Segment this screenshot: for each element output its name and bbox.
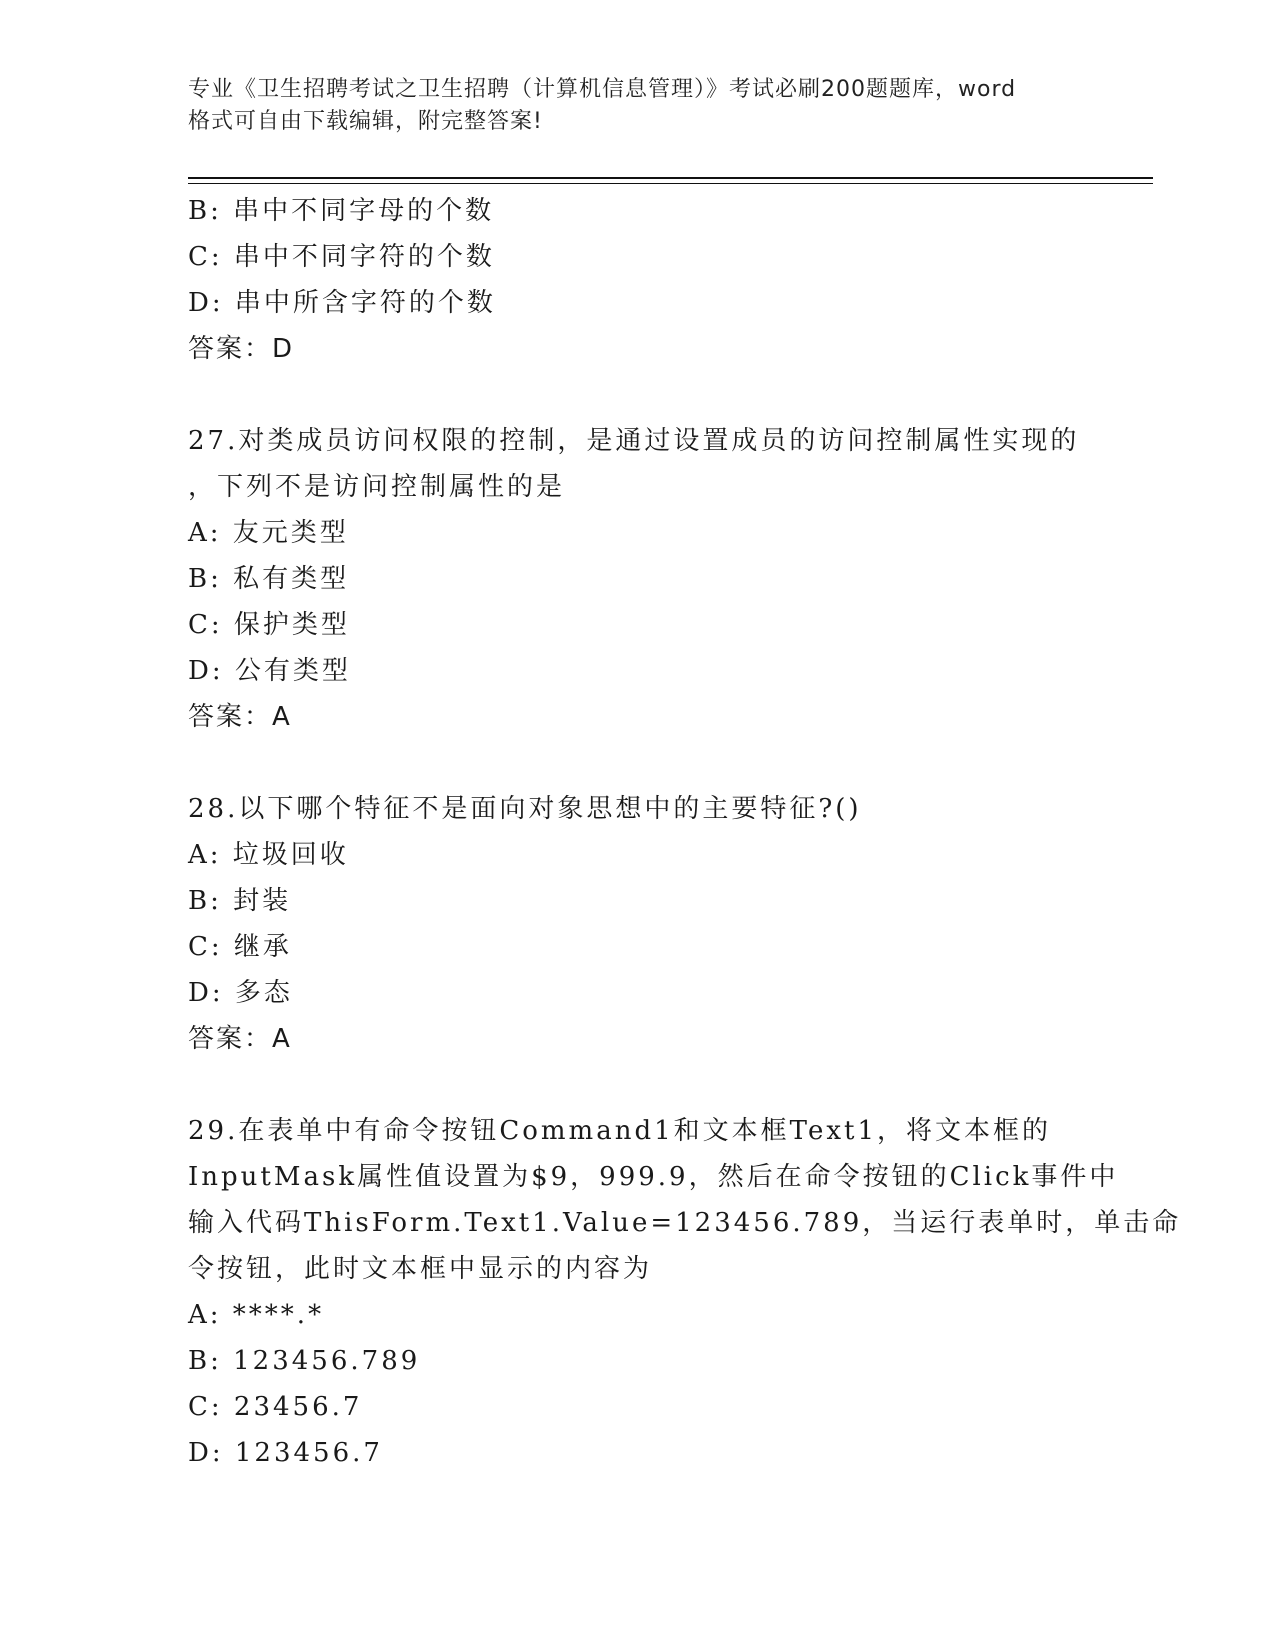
option-d: D: 123456.7 bbox=[188, 1438, 383, 1468]
question-list bbox=[188, 188, 1182, 1476]
question-stem-line: 28.以下哪个特征不是面向对象思想中的主要特征?() bbox=[188, 794, 862, 824]
question-stem-line: 令按钮，此时文本框中显示的内容为 bbox=[188, 1254, 653, 1284]
option-d: D: 串中所含字符的个数 bbox=[188, 288, 496, 318]
option-c: C: 保护类型 bbox=[188, 610, 350, 640]
option-d: D: 公有类型 bbox=[188, 656, 351, 686]
answer: 答案：A bbox=[188, 702, 292, 732]
answer: 答案：D bbox=[188, 334, 295, 364]
option-b: B: 串中不同字母的个数 bbox=[188, 196, 495, 226]
spacer bbox=[188, 1062, 1088, 1108]
option-a: A: 友元类型 bbox=[188, 518, 349, 548]
question-stem-line: 输入代码ThisForm.Text1.Value=123456.789，当运行表单时，单击命 bbox=[188, 1208, 1182, 1238]
option-c: C: 继承 bbox=[188, 932, 292, 962]
spacer bbox=[188, 372, 1088, 418]
question-29 bbox=[188, 1108, 1182, 1476]
option-d: D: 多态 bbox=[188, 978, 293, 1008]
question-stem-line: 29.在表单中有命令按钮Command1和文本框Text1，将文本框的 bbox=[188, 1116, 1051, 1146]
option-b: B: 123456.789 bbox=[188, 1346, 421, 1376]
option-b: B: 封装 bbox=[188, 886, 292, 916]
option-b: B: 私有类型 bbox=[188, 564, 350, 594]
question-stem-line: 27.对类成员访问权限的控制，是通过设置成员的访问控制属性实现的 bbox=[188, 426, 1080, 456]
option-c: C: 23456.7 bbox=[188, 1392, 363, 1422]
question-27 bbox=[188, 418, 1088, 740]
header-line-1: 专业《卫生招聘考试之卫生招聘（计算机信息管理）》考试必刷200题题库，word bbox=[188, 77, 1017, 102]
header-divider-thick bbox=[188, 177, 1153, 179]
option-c: C: 串中不同字符的个数 bbox=[188, 242, 495, 272]
document-header bbox=[188, 74, 1088, 138]
question-stem-line: InputMask属性值设置为$9，999.9，然后在命令按钮的Click事件中 bbox=[188, 1162, 1119, 1192]
option-a: A: ****.* bbox=[188, 1300, 325, 1330]
spacer bbox=[188, 740, 1088, 786]
question-26 bbox=[188, 188, 1088, 372]
header-line-2: 格式可自由下载编辑，附完整答案! bbox=[188, 109, 543, 134]
option-a: A: 垃圾回收 bbox=[188, 840, 349, 870]
question-stem-line: ，下列不是访问控制属性的是 bbox=[188, 472, 566, 502]
header-divider-thin bbox=[188, 183, 1153, 184]
question-28 bbox=[188, 786, 1088, 1062]
answer: 答案：A bbox=[188, 1024, 292, 1054]
